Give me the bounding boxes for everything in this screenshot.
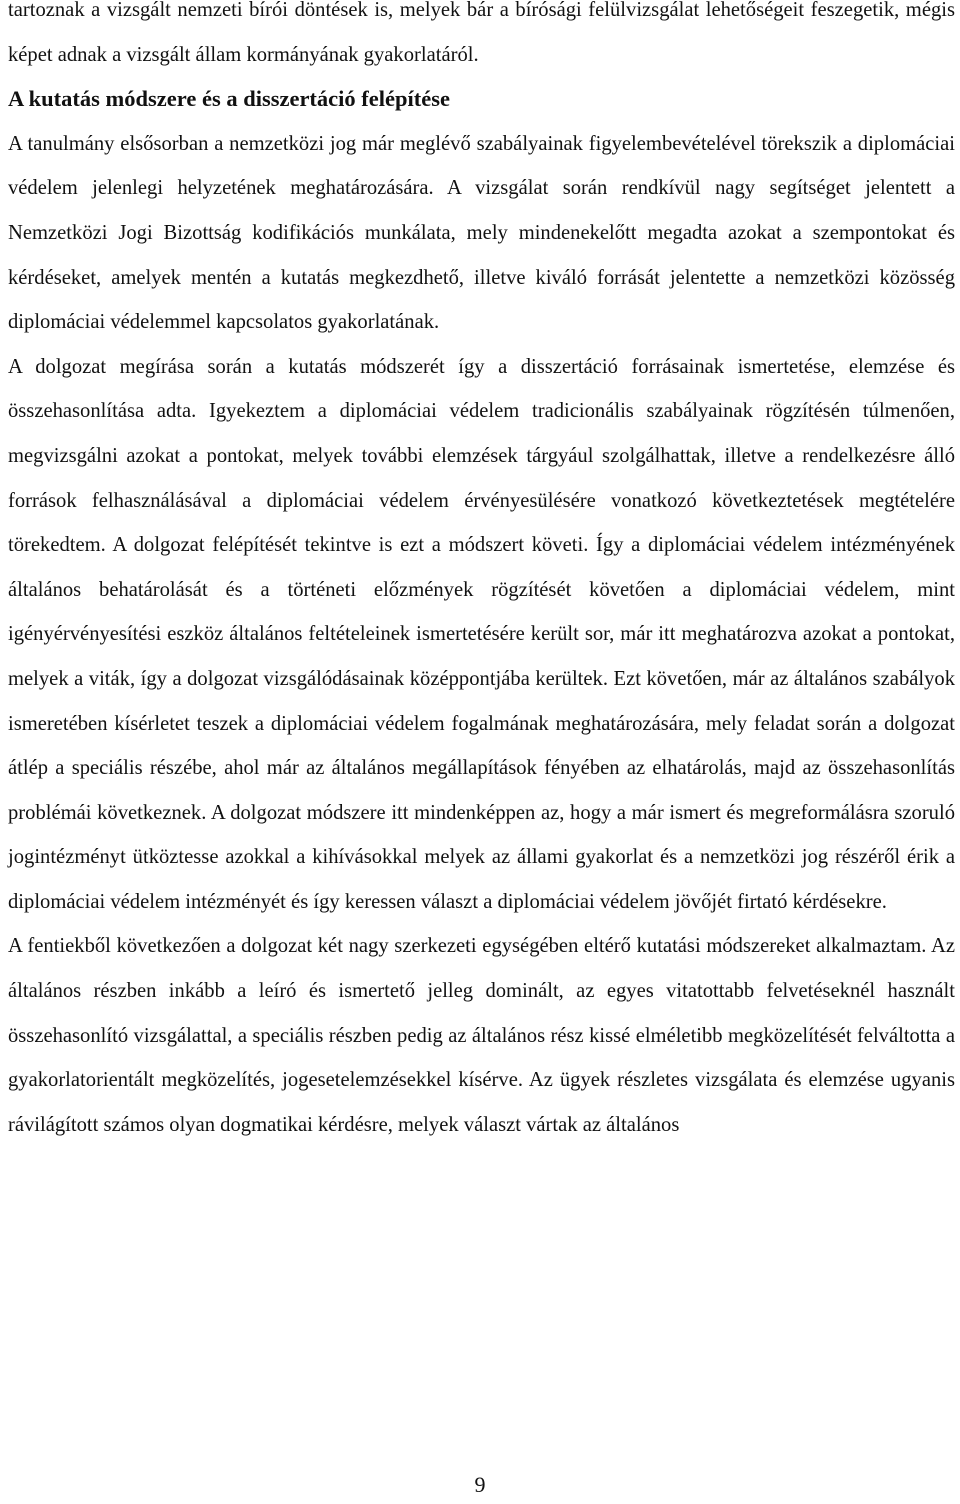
page-number: 9 xyxy=(474,1472,486,1497)
paragraph-1: A tanulmány elsősorban a nemzetközi jog már meglévő szabályainak figyelembevételével törekszik a diplomáciai védelem jelenlegi helyzetének meghatározására. A vizsgálat során rendkívül nagy segítséget jelentett a Nemzetközi Jogi Bizottság kodifikációs munkálata, mely mindenekelőtt megadta azokat a szempontokat és kérdéseket, amelyek mentén a kutatás megkezdhető, illetve kiváló forrását jelentette a nemzetközi közösség diplomáciai védelemmel kapcsolatos gyakorlatának. xyxy=(8,132,955,334)
paragraph-2: A dolgozat megírása során a kutatás módszerét így a disszertáció forrásainak ismertetése, elemzése és összehasonlítása adta. Igyekeztem a diplomáciai védelem tradicionális szabályainak rögzítésén túlmenően, megvizsgálni azokat a pontokat, melyek további elemzések tárgyául szolgálhattak, illetve a rendelkezésre álló források felhasználásával a diplomáciai védelem érvényesülésére vonatkozó következtetések megtételére törekedtem. A dolgozat felépítését tekintve is ezt a módszert követi. Így a diplomáciai védelem intézményének általános behatárolását és a történeti előzmények rögzítését követően a diplomáciai védelem, mint igényérvényesítési eszköz általános feltételeinek ismertetésére került sor, már itt meghatározva azokat a pontokat, melyek a viták, így a dolgozat vizsgálódásainak középpontjába kerültek. Ezt követően, már az általános szabályok ismeretében kísérletet teszek a diplomáciai védelem fogalmának meghatározására, mely feladat során a dolgozat átlép a speciális részébe, ahol már az általános megállapítások fényében az elhatárolás, majd az összehasonlítás problémái következnek. A dolgozat módszere itt mindenképpen az, hogy a már ismert és megreformálásra szoruló jogintézményt ütköztesse azokkal a kihívásokkal melyek az állami gyakorlat és a nemzetközi jog részéről érik a diplomáciai védelem intézményét és így keressen választ a diplomáciai védelem jövőjét firtató kérdésekre. xyxy=(8,355,955,913)
paragraph-continued: tartoznak a vizsgált nemzeti bírói döntések is, melyek bár a bírósági felülvizsgálat lehetőségeit feszegetik, mégis képet adnak a vizsgált állam kormányának gyakorlatáról. xyxy=(8,0,955,66)
document-page xyxy=(8,0,955,1147)
paragraph-3: A fentiekből következően a dolgozat két nagy szerkezeti egységében eltérő kutatási módszereket alkalmaztam. Az általános részben inkább a leíró és ismertető jelleg dominált, az egyes vitatottabb felvetéseknél használt összehasonlító vizsgálattal, a speciális részben pedig az általános rész kissé elméletibb megközelítését felváltotta a gyakorlatorientált megközelítés, jogesetelemzésekkel kísérve. Az ügyek részletes vizsgálata és elemzése ugyanis rávilágított számos olyan dogmatikai kérdésre, melyek választ vártak az általános xyxy=(8,935,955,1136)
section-heading: A kutatás módszere és a disszertáció felépítése xyxy=(8,86,450,112)
